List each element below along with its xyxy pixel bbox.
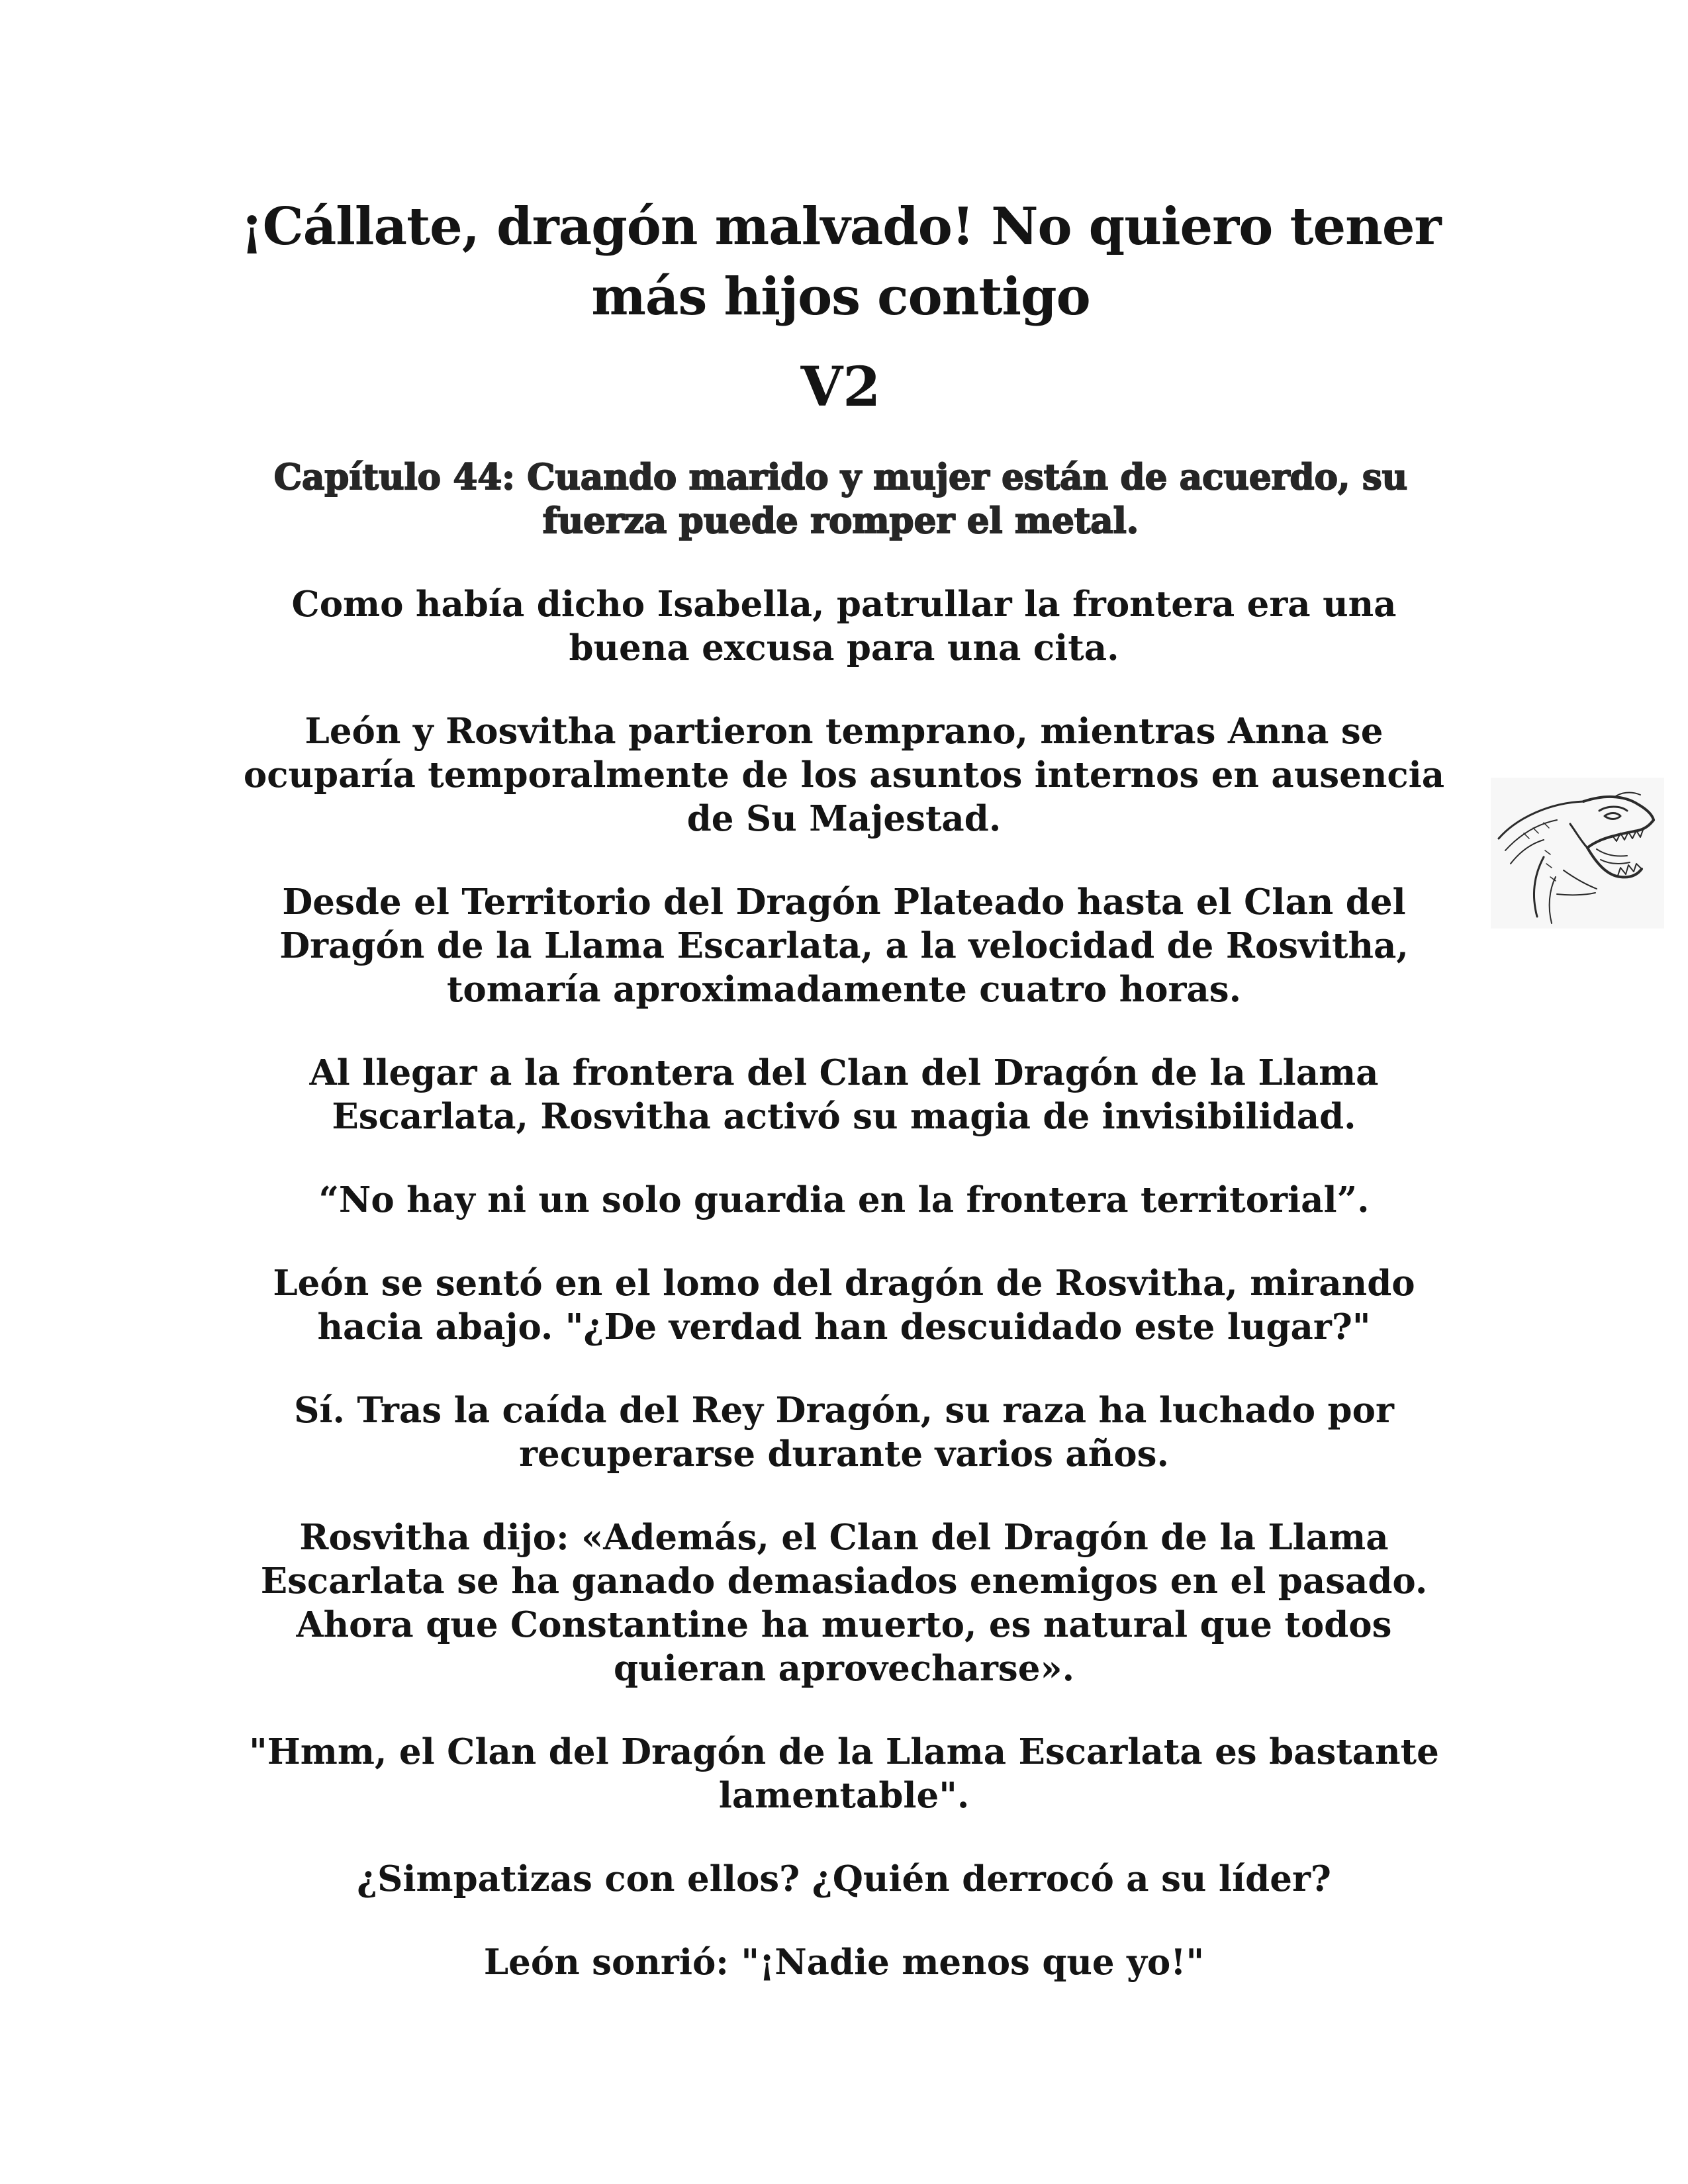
paragraph: ¿Simpatizas con ellos? ¿Quién derrocó a su líder? <box>357 1858 1331 1899</box>
paragraph: Desde el Territorio del Dragón Plateado hasta el Clan del Dragón de la Llama Escarlata, a la velocidad de Rosvitha, tomaría aproximadamente cuatro horas. <box>279 882 1409 1010</box>
body-text <box>238 582 1450 2024</box>
paragraph: “No hay ni un solo guardia en la frontera territorial”. <box>318 1179 1370 1220</box>
document-title: ¡Cállate, dragón malvado! No quiero tener más hijos contigo <box>240 197 1441 327</box>
paragraph: Al llegar a la frontera del Clan del Dragón de la Llama Escarlata, Rosvitha activó su magia de invisibilidad. <box>309 1052 1379 1137</box>
paragraph: León y Rosvitha partieron temprano, mientras Anna se ocuparía temporalmente de los asuntos internos en ausencia de Su Majestad. <box>243 711 1445 839</box>
dragon-head-sketch-icon <box>1491 778 1664 929</box>
paragraph: Como había dicho Isabella, patrullar la frontera era una buena excusa para una cita. <box>291 584 1397 668</box>
volume-label: V2 <box>800 355 881 419</box>
paragraph: León se sentó en el lomo del dragón de Rosvitha, mirando hacia abajo. "¿De verdad han descuidado este lugar?" <box>273 1263 1415 1347</box>
chapter-heading: Capítulo 44: Cuando marido y mujer están de acuerdo, su fuerza puede romper el metal. <box>273 457 1408 541</box>
paragraph: Sí. Tras la caída del Rey Dragón, su raza ha luchado por recuperarse durante varios años. <box>294 1390 1394 1475</box>
paragraph: "Hmm, el Clan del Dragón de la Llama Escarlata es bastante lamentable". <box>249 1731 1439 1816</box>
paragraph: León sonrió: "¡Nadie menos que yo!" <box>483 1942 1205 1983</box>
paragraph: Rosvitha dijo: «Además, el Clan del Dragón de la Llama Escarlata se ha ganado demasiados enemigos en el pasado. Ahora que Constantine ha muerto, es natural que todos quieran aprovecharse». <box>260 1517 1428 1689</box>
